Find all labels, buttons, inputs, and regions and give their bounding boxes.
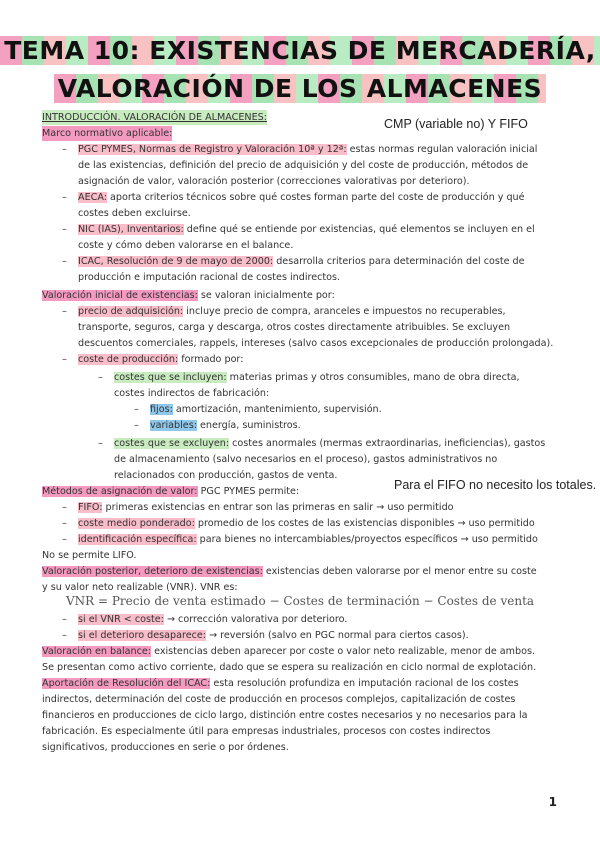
highlighted-term: identificación específica: (78, 534, 197, 545)
body-text: aporta criterios técnicos sobre qué costes forman parte del coste de producción y qué (106, 192, 525, 203)
line-identificacion (0, 532, 600, 547)
line-vnr-coste (0, 612, 600, 627)
subsection-heading: Aportación de Resolución del ICAC: (42, 678, 211, 689)
line-valoracion-posterior (0, 564, 600, 579)
bullet-dash: – (62, 224, 67, 235)
subsection-heading: Marco normativo aplicable: (42, 128, 173, 139)
bullet-dash: – (62, 144, 67, 155)
page-title-line-1 (0, 36, 600, 66)
page-number: 1 (548, 795, 557, 809)
body-text: define qué se entiende por existencias, qué elementos se incluyen en el (183, 224, 535, 235)
line-text (0, 206, 600, 221)
highlighted-term: coste medio ponderado: (78, 518, 195, 529)
highlighted-term: costes que se incluyen: (114, 372, 227, 383)
body-text: de las existencias, definición del precio de adquisición y del coste de producción, métodos de (78, 160, 529, 171)
body-text: para bienes no intercambiables/proyectos específicos → uso permitido (196, 534, 538, 545)
bullet-dash: – (62, 534, 67, 545)
highlighted-term: precio de adquisición: (78, 306, 184, 317)
section-heading: INTRODUCCIÓN. VALORACIÓN DE ALMACENES: (42, 112, 267, 123)
highlighted-term: fijos: (150, 404, 173, 415)
line-lifo (0, 548, 600, 563)
bullet-dash: – (62, 192, 67, 203)
subsection-heading: Valoración posterior, deterioro de existencias: (42, 566, 263, 577)
bullet-dash: – (62, 306, 67, 317)
body-text: descuentos comerciales, rappels, intereses (salvo casos excepcionales de producción prolongada). (78, 338, 554, 349)
bullet-dash: – (62, 630, 67, 641)
line-text (0, 386, 600, 401)
highlighted-term: ICAC, Resolución de 9 de mayo de 2000: (78, 256, 274, 267)
body-text: y su valor neto realizable (VNR). VNR es: (42, 582, 238, 593)
body-text: promedio de los costes de las existencias disponibles → uso permitido (194, 518, 535, 529)
highlighted-term: variables: (150, 420, 197, 431)
body-text: amortización, mantenimiento, supervisión. (172, 404, 382, 415)
line-fijos (0, 402, 600, 417)
subsection-heading: Métodos de asignación de valor: (42, 486, 198, 497)
body-text: PGC PYMES permite: (197, 486, 300, 497)
body-text: costes anormales (mermas extraordinarias, ineficiencias), gastos (229, 438, 546, 449)
line-text (0, 580, 600, 595)
line-cmp (0, 516, 600, 531)
line-text (0, 238, 600, 253)
highlighted-term: costes que se excluyen: (114, 438, 230, 449)
body-text: incluye precio de compra, aranceles e impuestos no recuperables, (183, 306, 506, 317)
vnr-formula: VNR = Precio de venta estimado − Costes de terminación − Costes de venta (65, 594, 535, 608)
highlighted-term: PGC PYMES, Normas de Registro y Valoración 10ª y 12ª: (78, 144, 347, 155)
body-text: → reversión (salvo en PGC normal para ciertos casos). (206, 630, 469, 641)
bullet-dash: – (98, 438, 103, 449)
line-intro-heading (0, 110, 600, 125)
bullet-dash: – (98, 372, 103, 383)
line-aeca (0, 190, 600, 205)
highlighted-term: si el VNR < coste: (78, 614, 164, 625)
line-precio-adquisicion (0, 304, 600, 319)
body-text: asignación de valor, valoración posterior (correcciones valorativas por deterioro). (78, 176, 470, 187)
body-text: indirectos, determinación del coste de producción en procesos complejos, capitalización de costes (42, 694, 516, 705)
body-text: primeras existencias en entrar son las primeras en salir → uso permitido (102, 502, 454, 513)
line-fifo (0, 500, 600, 515)
body-text: No se permite LIFO. (42, 550, 137, 561)
bullet-dash: – (62, 518, 67, 529)
body-text: esta resolución profundiza en imputación racional de los costes (210, 678, 519, 689)
line-nic (0, 222, 600, 237)
body-text: producción e imputación racional de costes indirectos. (78, 272, 341, 283)
body-text: se valoran inicialmente por: (197, 290, 335, 301)
body-text: fabricación. Es especialmente útil para empresas industriales, procesos con costes indirectos (42, 726, 491, 737)
body-text: existencias deben aparecer por coste o valor neto realizable, menor de ambos. (151, 646, 535, 657)
line-valoracion-inicial (0, 288, 600, 303)
page-title-line-2 (0, 74, 600, 104)
body-text: energía, suministros. (196, 420, 301, 431)
body-text: formado por: (178, 354, 244, 365)
body-text: de almacenamiento (salvo necesarios en el proceso), gastos administrativos no (114, 454, 498, 465)
line-text (0, 740, 600, 755)
line-pgc (0, 142, 600, 157)
highlighted-term: si el deterioro desaparece: (78, 630, 207, 641)
line-excluyen (0, 436, 600, 451)
line-text (0, 174, 600, 189)
bullet-dash: – (134, 404, 139, 415)
line-marco (0, 126, 600, 141)
body-text: → corrección valorativa por deterioro. (163, 614, 348, 625)
line-text (0, 468, 600, 483)
body-text: estas normas regulan valoración inicial (346, 144, 538, 155)
body-text: existencias deben valorarse por el menor entre su coste (262, 566, 537, 577)
handwritten-note-fifo: Para el FIFO no necesito los totales. (394, 478, 597, 492)
line-aportacion (0, 676, 600, 691)
body-text: costes indirectos de fabricación: (114, 388, 270, 399)
line-text (0, 708, 600, 723)
handwritten-note-cmp: CMP (variable no) Y FIFO (384, 117, 528, 131)
body-text: materias primas y otros consumibles, mano de obra directa, (226, 372, 520, 383)
line-balance (0, 644, 600, 659)
line-text (0, 692, 600, 707)
line-metodos (0, 484, 600, 499)
highlighted-term: FIFO: (78, 502, 103, 513)
bullet-dash: – (62, 256, 67, 267)
bullet-dash: – (62, 502, 67, 513)
line-text (0, 320, 600, 335)
body-text: financieros en producciones de ciclo largo, distinción entre costes necesarios y no necesarios para la (42, 710, 528, 721)
highlighted-term: NIC (IAS), Inventarios: (78, 224, 184, 235)
bullet-dash: – (62, 614, 67, 625)
line-text (0, 158, 600, 173)
line-variables (0, 418, 600, 433)
line-text (0, 270, 600, 285)
line-text (0, 660, 600, 675)
subsection-heading: Valoración en balance: (42, 646, 152, 657)
highlighted-term: coste de producción: (78, 354, 179, 365)
title-highlight: TEMA 10: EXISTENCIAS DE MERCADERÍA, (0, 36, 600, 65)
body-text: relacionados con producción, gastos de venta. (114, 470, 338, 481)
body-text: Se presentan como activo corriente, dado que se espera su realización en ciclo normal de explotación. (42, 662, 537, 673)
line-incluyen (0, 370, 600, 385)
title-highlight: VALORACIÓN DE LOS ALMACENES (54, 74, 546, 103)
line-text (0, 452, 600, 467)
line-text (0, 724, 600, 739)
bullet-dash: – (134, 420, 139, 431)
subsection-heading: Valoración inicial de existencias: (42, 290, 198, 301)
line-text (0, 336, 600, 351)
line-icac (0, 254, 600, 269)
body-text: costes deben excluirse. (78, 208, 191, 219)
line-coste-produccion (0, 352, 600, 367)
line-deterioro (0, 628, 600, 643)
body-text: transporte, seguros, carga y descarga, otros costes directamente atribuibles. Se excluyen (78, 322, 511, 333)
bullet-dash: – (62, 354, 67, 365)
highlighted-term: AECA: (78, 192, 107, 203)
body-text: significativos, producciones en serie o por órdenes. (42, 742, 289, 753)
body-text: coste y cómo deben valorarse en el balance. (78, 240, 294, 251)
body-text: desarrolla criterios para determinación del coste de (273, 256, 525, 267)
